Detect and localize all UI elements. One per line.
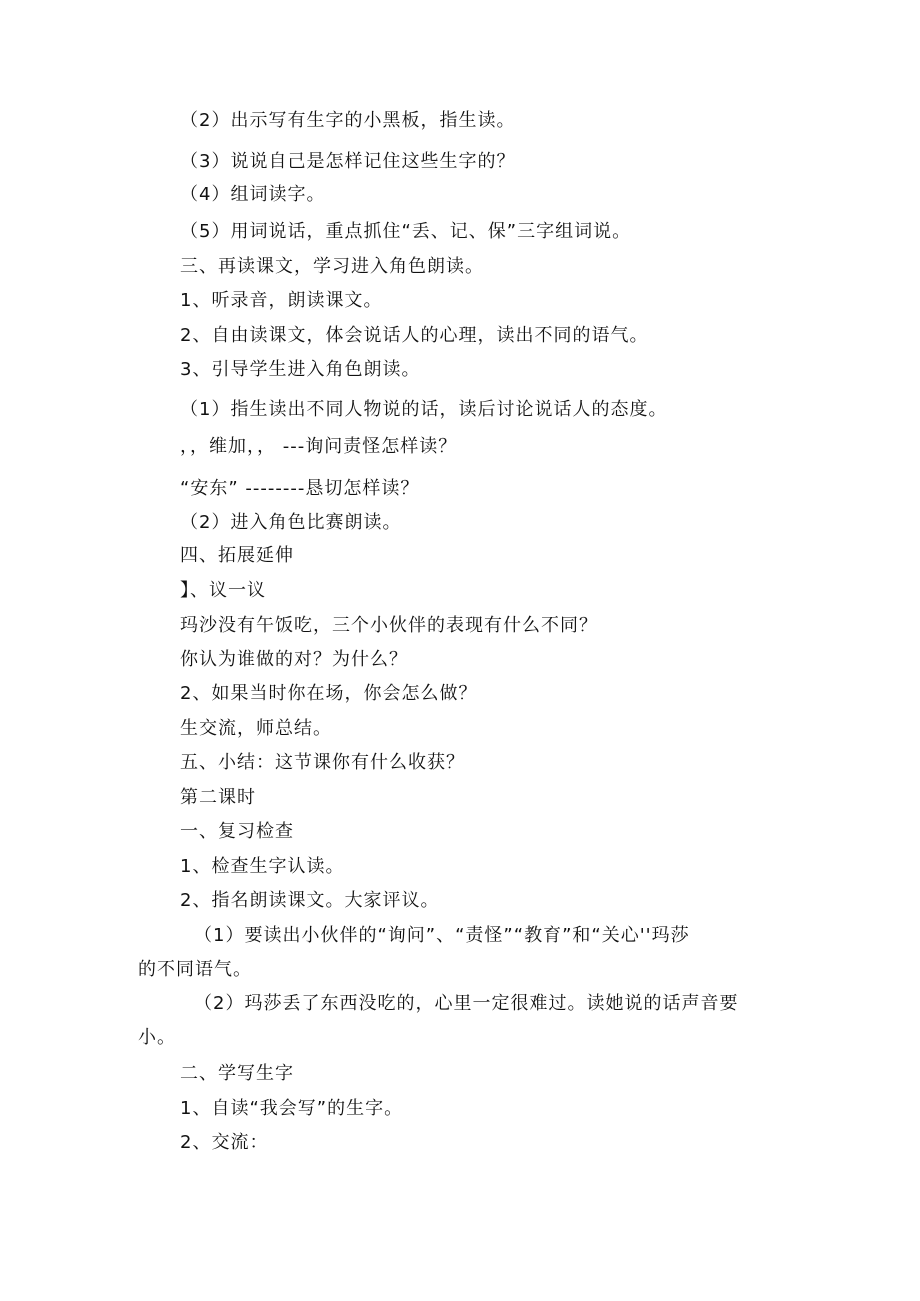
text-line: （4）组词读字。 xyxy=(180,184,326,205)
text-line: 的不同语气。 xyxy=(138,959,252,980)
text-line: 小。 xyxy=(138,1027,176,1048)
text-line: 2、如果当时你在场，你会怎么做？ xyxy=(180,683,478,704)
section-heading: 二、学写生字 xyxy=(180,1063,294,1084)
text-line: （2）进入角色比赛朗读。 xyxy=(180,512,402,533)
text-line: 你认为谁做的对？为什么？ xyxy=(180,649,408,670)
text-line: 2、自由读课文，体会说话人的心理，读出不同的语气。 xyxy=(180,325,649,346)
text-line: ，，维加，， ---询问责怪怎样读？ xyxy=(180,436,458,457)
text-line: 3、引导学生进入角色朗读。 xyxy=(180,359,421,380)
text-line: 2、交流： xyxy=(180,1132,269,1153)
text-line: （1）指生读出不同人物说的话，读后讨论说话人的态度。 xyxy=(180,399,668,420)
text-line: 1、检查生字认读。 xyxy=(180,856,345,877)
text-line: “安东” --------恳切怎样读？ xyxy=(180,478,420,499)
text-line: 1、听录音，朗读课文。 xyxy=(180,290,383,311)
text-line: 1、自读“我会写”的生字。 xyxy=(180,1098,404,1119)
section-heading: 五、小结：这节课你有什么收获？ xyxy=(180,752,465,773)
text-line: 2、指名朗读课文。大家评议。 xyxy=(180,890,440,911)
text-line: （3）说说自己是怎样记住这些生字的？ xyxy=(180,151,516,172)
text-line: 】、议一议 xyxy=(180,580,266,601)
text-line: 三、再读课文，学习进入角色朗读。 xyxy=(180,256,484,277)
text-line: （2）出示写有生字的小黑板，指生读。 xyxy=(180,110,516,131)
text-line: 生交流，师总结。 xyxy=(180,718,332,739)
text-line: （1）要读出小伙伴的“询问”、“责怪”“教育”和“关心''玛莎 xyxy=(194,925,690,946)
text-line: （5）用词说话，重点抓住“丢、记、保”三字组词说。 xyxy=(180,221,632,242)
text-line: （2）玛莎丢了东西没吃的，心里一定很难过。读她说的话声音要 xyxy=(194,993,739,1014)
text-line: 玛沙没有午饭吃，三个小伙伴的表现有什么不同？ xyxy=(180,615,598,636)
lesson-heading: 第二课时 xyxy=(180,787,256,808)
section-heading: 一、复习检查 xyxy=(180,821,294,842)
section-heading: 四、拓展延伸 xyxy=(180,545,294,566)
